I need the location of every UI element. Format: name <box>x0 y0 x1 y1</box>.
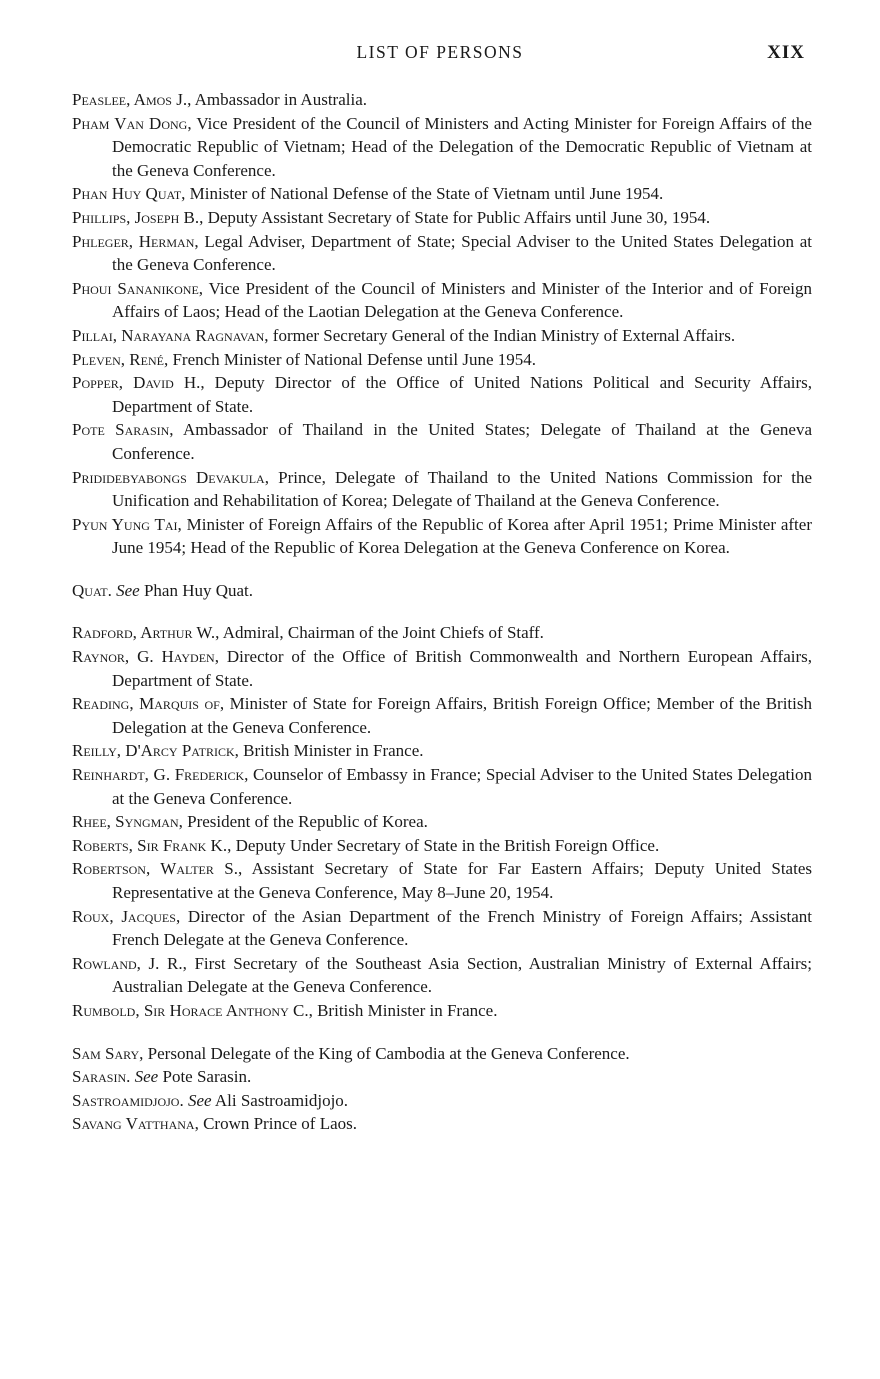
person-description: Minister of National Defense of the State of Vietnam until June 1954. <box>185 184 664 204</box>
person-name: Pote Sarasin, <box>72 420 174 440</box>
person-name: Phleger, Herman, <box>72 231 199 251</box>
person-name: Popper, David H., <box>72 373 205 393</box>
person-name: Radford, Arthur W., <box>72 623 220 643</box>
person-entry <box>72 513 812 560</box>
page-number: XIX <box>767 42 805 63</box>
person-description: Counselor of Embassy in France; Special Adviser to the United States Delegation at the Geneva Conference. <box>112 765 813 808</box>
person-entry <box>72 810 812 834</box>
person-description: Minister of Foreign Affairs of the Republic of Korea after April 1951; Prime Minister after June 1954; Head of the Republic of Korea Delegation at the Geneva Conference on Korea. <box>112 514 812 558</box>
person-description: Minister of State for Foreign Affairs, British Foreign Office; Member of the British Delegation at the Geneva Conference. <box>112 694 812 737</box>
person-entry <box>72 324 812 348</box>
person-name: Roberts, Sir Frank K., <box>72 835 232 855</box>
person-description: former Secretary General of the Indian Ministry of External Affairs. <box>268 325 736 345</box>
person-description: First Secretary of the Southeast Asia Section, Australian Ministry of External Affairs; Australian Delegate at the Geneva Conference. <box>112 953 812 997</box>
person-entry <box>72 857 812 904</box>
person-entry <box>72 206 812 230</box>
person-name: Sastroamidjojo. <box>72 1090 184 1110</box>
person-entry <box>72 952 812 999</box>
person-entry <box>72 739 812 763</box>
person-name: Sam Sary, <box>72 1043 144 1063</box>
person-description: Ali Sastroamidjojo. <box>211 1090 349 1110</box>
person-name: Rowland, J. R., <box>72 953 187 973</box>
person-entry <box>72 466 812 513</box>
person-description: Phan Huy Quat. <box>139 580 254 600</box>
person-name: Rhee, Syngman, <box>72 812 183 832</box>
person-entry <box>72 1112 812 1136</box>
person-description: Director of the Asian Department of the French Ministry of Foreign Affairs; Assistant French Delegate at the Geneva Conference. <box>112 906 812 950</box>
person-name: Pham Van Dong, <box>72 113 192 133</box>
person-description: Deputy Under Secretary of State in the British Foreign Office. <box>231 835 660 855</box>
person-entry <box>72 692 812 739</box>
person-description: French Minister of National Defense until June 1954. <box>168 349 536 369</box>
person-name: Raynor, G. Hayden, <box>72 647 219 667</box>
see-reference: See <box>130 1067 159 1087</box>
person-name: Savang Vatthana, <box>72 1114 199 1134</box>
person-name: Reading, Marquis of, <box>72 694 225 714</box>
person-name: Pyun Yung Tai, <box>72 514 182 534</box>
person-name: Quat. <box>72 580 112 600</box>
person-name: Reinhardt, G. Frederick, <box>72 765 249 785</box>
person-entry <box>72 1089 812 1113</box>
person-entry <box>72 621 812 645</box>
entry-group <box>72 621 812 1022</box>
person-description: Vice President of the Council of Ministers and Minister of the Interior and of Foreign Affairs of Laos; Head of the Laotian Delegation at the Geneva Conference. <box>112 278 812 322</box>
person-entry <box>72 112 812 183</box>
list-of-persons <box>72 88 812 1136</box>
person-name: Robertson, Walter S., <box>72 859 243 879</box>
person-entry <box>72 371 812 418</box>
person-entry <box>72 645 812 692</box>
person-name: Reilly, D'Arcy Patrick, <box>72 741 239 761</box>
person-entry <box>72 88 812 112</box>
person-entry <box>72 277 812 324</box>
person-name: Pleven, René, <box>72 349 169 369</box>
entry-group <box>72 1042 812 1136</box>
person-description: Deputy Assistant Secretary of State for Public Affairs until June 30, 1954. <box>203 207 711 227</box>
person-name: Rumbold, Sir Horace Anthony C., <box>72 1000 313 1020</box>
person-description: Assistant Secretary of State for Far Eastern Affairs; Deputy United States Representative at the Geneva Conference, May 8–June 20, 1954. <box>112 859 812 902</box>
person-name: Phoui Sananikone, <box>72 278 204 298</box>
person-entry <box>72 182 812 206</box>
see-reference: See <box>183 1090 212 1110</box>
page-header <box>75 40 805 70</box>
person-entry <box>72 1065 812 1089</box>
person-entry <box>72 999 812 1023</box>
person-entry <box>72 230 812 277</box>
person-description: Crown Prince of Laos. <box>198 1114 357 1134</box>
person-entry <box>72 579 812 603</box>
person-description: Vice President of the Council of Ministers and Acting Minister for Foreign Affairs of the Democratic Republic of Vietnam; Head of the Delegation of the Democratic Republic of Vietnam at the Geneva Conference. <box>112 113 812 180</box>
person-entry <box>72 834 812 858</box>
person-entry <box>72 763 812 810</box>
person-description: Pote Sarasin. <box>158 1067 252 1087</box>
person-description: British Minister in France. <box>312 1000 498 1020</box>
person-name: Prididebyabongs Devakula, <box>72 467 269 487</box>
person-entry <box>72 348 812 372</box>
person-description: Legal Adviser, Department of State; Special Adviser to the United States Delegation at the Geneva Conference. <box>112 231 812 275</box>
person-name: Phillips, Joseph B., <box>72 207 204 227</box>
person-description: British Minister in France. <box>238 741 424 761</box>
person-description: Prince, Delegate of Thailand to the United Nations Commission for the Unification and Rehabilitation of Korea; Delegate of Thailand at the Geneva Conference. <box>112 467 813 511</box>
entry-group <box>72 88 812 560</box>
person-name: Phan Huy Quat, <box>72 184 186 204</box>
person-description: Admiral, Chairman of the Joint Chiefs of Staff. <box>219 623 544 643</box>
person-description: Ambassador in Australia. <box>191 90 367 109</box>
see-reference: See <box>111 580 140 600</box>
running-head: LIST OF PERSONS <box>356 42 524 62</box>
person-name: Pillai, Narayana Ragnavan, <box>72 325 269 345</box>
person-description: Deputy Director of the Office of United Nations Political and Security Affairs, Department of State. <box>112 373 812 416</box>
person-description: Ambassador of Thailand in the United States; Delegate of Thailand at the Geneva Conference. <box>112 420 812 463</box>
person-description: President of the Republic of Korea. <box>182 812 428 832</box>
person-description: Director of the Office of British Commonwealth and Northern European Affairs, Department of State. <box>112 647 812 690</box>
person-entry <box>72 905 812 952</box>
person-description: Personal Delegate of the King of Cambodia at the Geneva Conference. <box>143 1043 630 1063</box>
person-entry <box>72 1042 812 1066</box>
entry-group <box>72 579 812 603</box>
person-entry <box>72 418 812 465</box>
person-name: Sarasin. <box>72 1067 131 1087</box>
person-name: Peaslee, Amos J., <box>72 90 192 109</box>
person-name: Roux, Jacques, <box>72 906 181 926</box>
